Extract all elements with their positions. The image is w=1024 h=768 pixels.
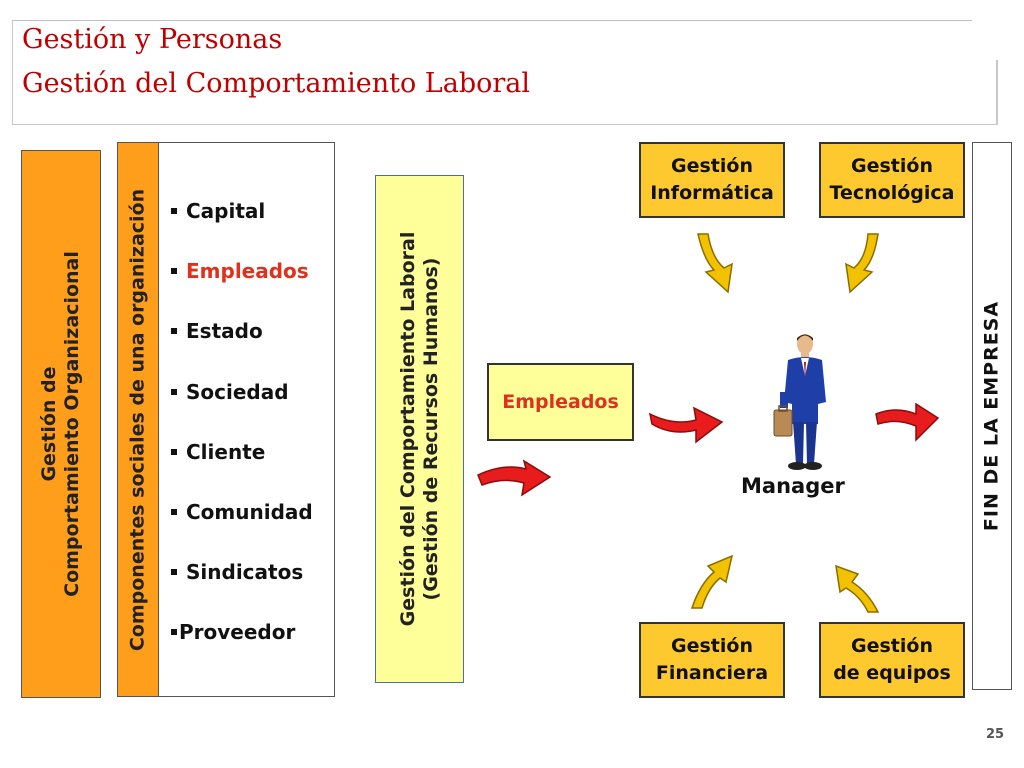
yellow-arrow-icon xyxy=(694,230,738,296)
header-top-rule xyxy=(12,20,972,21)
labor-management-line-2: (Gestión de Recursos Humanos) xyxy=(419,257,442,601)
labor-management-label xyxy=(396,232,442,627)
bullet-icon xyxy=(171,449,177,455)
list-item: Sociedad xyxy=(168,380,313,440)
header-right-border xyxy=(996,60,997,124)
components-label-box xyxy=(117,142,159,697)
list-item: Capital xyxy=(168,199,313,259)
bullet-icon xyxy=(171,569,177,575)
yellow-arrow-icon xyxy=(834,560,884,616)
org-behavior-box xyxy=(21,150,101,698)
employees-label: Empleados xyxy=(502,390,619,413)
list-item: Comunidad xyxy=(168,500,313,560)
end-of-company-box xyxy=(972,142,1012,690)
components-list xyxy=(168,199,313,681)
org-behavior-line-2: Comportamiento Organizacional xyxy=(61,251,83,597)
list-item: Proveedor xyxy=(168,620,313,680)
bullet-icon xyxy=(171,208,177,214)
bullet-icon xyxy=(171,629,177,635)
bullet-icon xyxy=(171,268,177,274)
org-behavior-line-1: Gestión de xyxy=(37,366,60,482)
title-line-2: Gestión del Comportamiento Laboral xyxy=(22,68,531,99)
bullet-icon xyxy=(171,328,177,334)
bullet-icon xyxy=(171,509,177,515)
yellow-arrow-icon xyxy=(686,550,736,612)
box-gestion-equipos: Gestión de equipos xyxy=(819,622,965,698)
bullet-icon xyxy=(171,389,177,395)
box-gestion-financiera: Gestión Financiera xyxy=(639,622,785,698)
org-behavior-label xyxy=(38,251,84,597)
labor-management-line-1: Gestión del Comportamiento Laboral xyxy=(396,231,419,627)
box-gestion-tecnologica: Gestión Tecnológica xyxy=(819,142,965,218)
list-item: Cliente xyxy=(168,440,313,500)
yellow-arrow-icon xyxy=(840,230,884,296)
title-line-1: Gestión y Personas xyxy=(22,24,283,55)
end-of-company-label: FIN DE LA EMPRESA xyxy=(980,300,1003,532)
red-arrow-icon xyxy=(646,400,726,450)
red-arrow-icon xyxy=(872,402,942,446)
red-arrow-icon xyxy=(474,455,554,505)
manager-label: Manager xyxy=(741,474,845,498)
page-number: 25 xyxy=(986,727,1005,742)
list-item: Estado xyxy=(168,319,313,379)
components-label: Componentes sociales de una organización xyxy=(126,188,149,651)
employees-box xyxy=(487,363,634,441)
manager-figure-icon xyxy=(768,332,838,474)
labor-management-box xyxy=(375,175,464,683)
box-gestion-informatica: Gestión Informática xyxy=(639,142,785,218)
list-item: Sindicatos xyxy=(168,560,313,620)
list-item: Empleados xyxy=(168,259,313,319)
